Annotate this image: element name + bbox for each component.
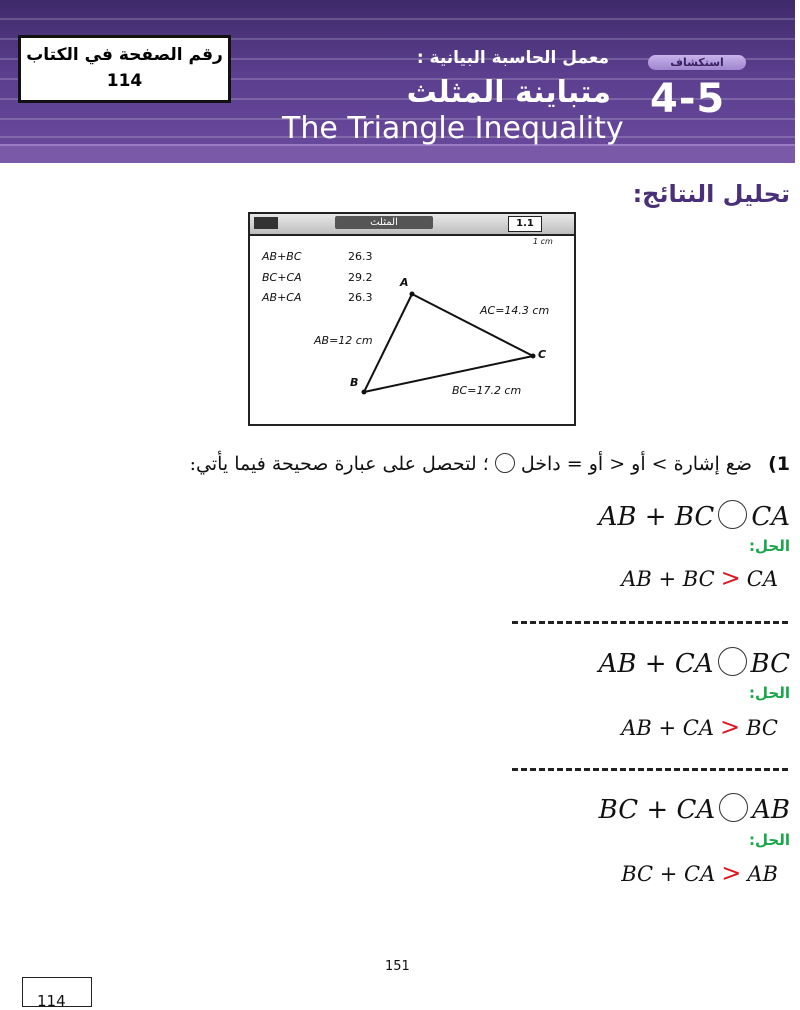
book-page-number: 114	[22, 977, 92, 1007]
inequality-prompt	[599, 647, 790, 679]
prompt-left: BC + CA	[598, 795, 716, 825]
question-1	[190, 453, 790, 475]
banner-stripe	[0, 18, 795, 20]
answer-relation: >	[720, 564, 741, 592]
measurement-value: 26.3	[348, 250, 373, 263]
section-divider	[512, 621, 788, 624]
calculator-page-indicator: 1.1	[508, 216, 542, 232]
measurement-label: AB+CA	[262, 291, 302, 304]
inequality-prompt	[599, 500, 790, 532]
measurement-label: BC+CA	[262, 271, 302, 284]
vertex-point-c	[531, 354, 536, 359]
solution-label: الحل:	[749, 537, 790, 555]
empty-circle-icon	[718, 647, 747, 676]
answer-right: AB	[747, 862, 778, 886]
triangle-figure	[250, 214, 574, 424]
vertex-label-c: C	[538, 348, 547, 361]
side-label-ac: AC=14.3 cm	[480, 304, 550, 317]
inequality-prompt	[599, 793, 790, 825]
section-title: تحليل النتائج:	[632, 180, 790, 208]
question-text-after: ؛ لتحصل على عبارة صحيحة فيما يأتي:	[189, 453, 489, 475]
answer-right: CA	[746, 567, 778, 591]
answer-relation: >	[720, 713, 741, 741]
side-label-bc: BC=17.2 cm	[452, 384, 522, 397]
lesson-number: 4-5	[650, 76, 726, 122]
vertex-point-a	[410, 292, 415, 297]
prompt-right: AB	[752, 795, 790, 825]
header-banner	[0, 0, 795, 163]
empty-circle-icon	[718, 500, 747, 529]
side-label-ab: AB=12 cm	[314, 334, 373, 347]
prompt-left: AB + CA	[598, 649, 714, 679]
empty-circle-icon	[719, 793, 748, 822]
prompt-left: AB + BC	[598, 502, 715, 532]
measurement-value: 29.2	[348, 271, 373, 284]
solution-answer	[621, 859, 778, 887]
vertex-label-a: A	[400, 276, 409, 289]
solution-label: الحل:	[749, 684, 790, 702]
book-page-reference-label: رقم الصفحة في الكتاب	[26, 45, 223, 65]
book-page-reference-number: 114	[106, 71, 143, 91]
answer-relation: >	[721, 859, 742, 887]
answer-left: AB + CA	[621, 716, 714, 740]
prompt-right: CA	[751, 502, 790, 532]
banner-bottom-band	[0, 144, 795, 163]
book-page-reference-box	[18, 35, 231, 103]
question-text-before: ضع إشارة > أو < أو = داخل	[520, 453, 753, 475]
solution-answer	[621, 713, 778, 741]
answer-right: BC	[746, 716, 778, 740]
lesson-title-arabic: متباينة المثلث	[406, 75, 611, 110]
section-divider	[512, 768, 788, 771]
explore-badge: استكشاف	[648, 55, 746, 70]
answer-left: AB + BC	[621, 567, 715, 591]
calculator-tab-title: المثلث	[335, 216, 433, 229]
lab-title: معمل الحاسبة البيانية :	[416, 48, 609, 68]
solution-answer	[621, 564, 778, 592]
question-number: 1)	[768, 453, 790, 475]
scale-label: 1 cm	[533, 237, 553, 246]
calculator-screen	[248, 212, 576, 426]
vertex-label-b: B	[350, 376, 359, 389]
solution-label: الحل:	[749, 831, 790, 849]
lesson-title-english: The Triangle Inequality	[282, 111, 624, 146]
page-number: 151	[385, 959, 410, 974]
measurement-value: 26.3	[348, 291, 373, 304]
vertex-point-b	[362, 390, 367, 395]
prompt-right: BC	[750, 649, 790, 679]
answer-left: BC + CA	[621, 862, 716, 886]
measurement-label: AB+BC	[262, 250, 302, 263]
empty-circle-icon	[495, 453, 515, 473]
